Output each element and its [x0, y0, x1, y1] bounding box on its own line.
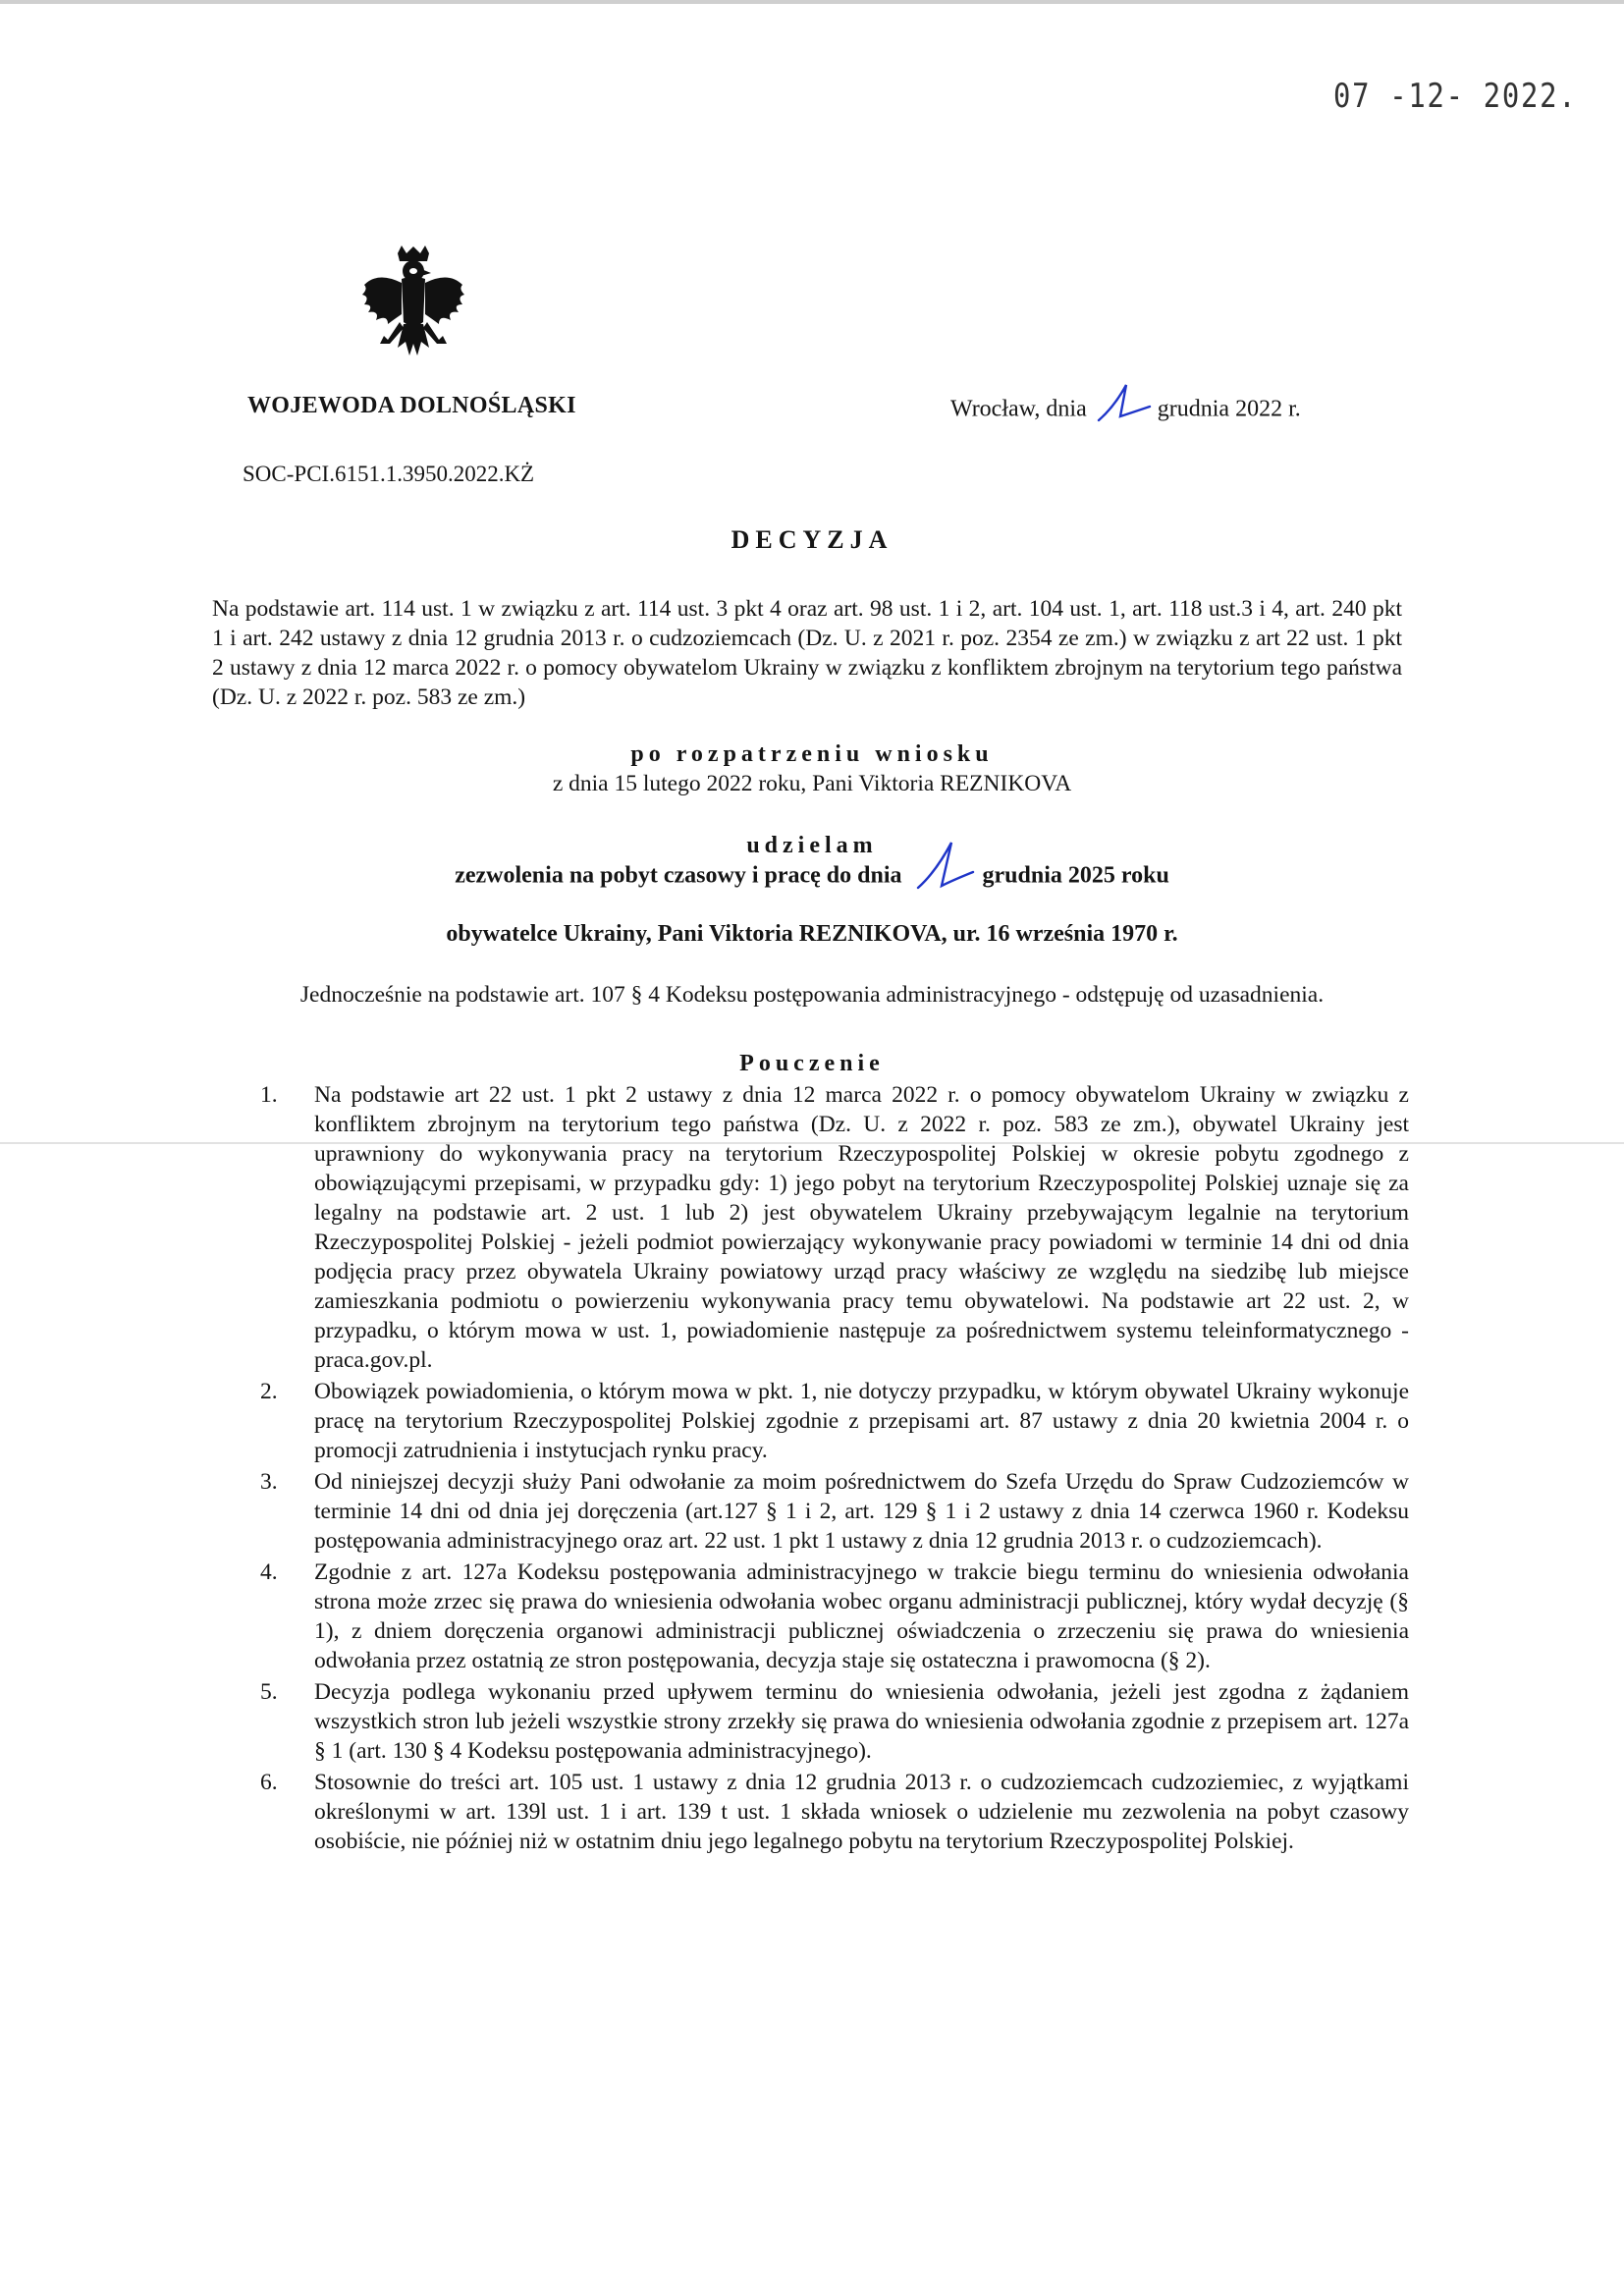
list-item-text: Stosownie do treści art. 105 ust. 1 ustawy z dnia 12 grudnia 2013 r. o cudzoziemcach cudzoziemiec, z wyjątkami określonymi w art. 139l ust. 1 i art. 139 t ust. 1 składa wniosek o udzielenie mu zezwolenia na pobyt czasowy osobiście, nie później niż w ostatnim dniu jego legalnego pobytu na terytorium Rzeczypospolitej Polskiej.: [314, 1770, 1409, 1854]
received-date-stamp: 07 -12- 2022.: [1333, 77, 1578, 116]
place-date-suffix: grudnia 2022 r.: [1157, 396, 1301, 422]
case-reference-number: SOC-PCI.6151.1.3950.2022.KŻ: [243, 462, 535, 486]
instructions-list: [255, 1080, 1409, 1858]
instructions-heading: Pouczenie: [739, 1051, 885, 1076]
list-item: [255, 1377, 1409, 1465]
polish-eagle-emblem-icon: [358, 246, 468, 373]
list-item-number: 5.: [260, 1679, 278, 1705]
permit-prefix: zezwolenia na pobyt czasowy i pracę do dnia: [455, 862, 902, 889]
list-item-number: 3.: [260, 1469, 278, 1495]
review-detail: z dnia 15 lutego 2022 roku, Pani Viktoria REZNIKOVA: [552, 771, 1072, 796]
review-heading: po rozpatrzeniu wniosku: [630, 741, 994, 767]
legal-basis-paragraph: Na podstawie art. 114 ust. 1 w związku z art. 114 ust. 3 pkt 4 oraz art. 98 ust. 1 i 2, art. 104 ust. 1, art. 118 ust.3 i 4, art. 240 pkt 1 i art. 242 ustawy z dnia 12 grudnia 2013 r. o cudzoziemcach (Dz. U. z 2021 r. poz. 2354 ze zm.) w związku z art 22 ust. 1 pkt 2 ustawy z dnia 12 marca 2022 r. o pomocy obywatelom Ukrainy w związku z konfliktem zbrojnym na terytorium tego państwa (Dz. U. z 2022 r. poz. 583 ze zm.): [212, 596, 1402, 710]
grant-heading: udzielam: [746, 833, 878, 858]
list-item-number: 6.: [260, 1770, 278, 1795]
list-item: [255, 1768, 1409, 1856]
permit-line: [0, 862, 1624, 892]
list-item-number: 4.: [260, 1559, 278, 1585]
list-item-number: 1.: [260, 1082, 278, 1108]
list-item: [255, 1677, 1409, 1766]
place-and-date: [950, 391, 1301, 430]
place-date-prefix: Wrocław, dnia: [950, 396, 1087, 422]
issuing-authority: WOJEWODA DOLNOŚLĄSKI: [247, 393, 576, 418]
handwritten-day-mark-2: [908, 862, 977, 892]
justification-waiver: Jednocześnie na podstawie art. 107 § 4 Kodeksu postępowania administracyjnego - odstępuję od uzasadnienia.: [299, 982, 1325, 1008]
list-item-text: Od niniejszej decyzji służy Pani odwołanie za moim pośrednictwem do Szefa Urzędu do Spraw Cudzoziemców w terminie 14 dni od dnia jej doręczenia (art.127 § 1 i 2, art. 129 § 1 i 2 ustawy z dnia 14 czerwca 1960 r. Kodeksu postępowania administracyjnego oraz art. 22 ust. 1 pkt 1 ustawy z dnia 12 grudnia 2013 r. o cudzoziemcach).: [314, 1469, 1409, 1554]
list-item-number: 2.: [260, 1379, 278, 1404]
list-item-text: Na podstawie art 22 ust. 1 pkt 2 ustawy z dnia 12 marca 2022 r. o pomocy obywatelom Ukrainy w związku z konfliktem zbrojnym na terytorium tego państwa (Dz. U. z 2022 r. poz. 583 ze zm.), obywatel Ukrainy jest uprawniony do wykonywania pracy na terytorium Rzeczypospolitej Polskiej w okresie pobytu zgodnego z obowiązującymi przepisami, w przypadku gdy: 1) jego pobyt na terytorium Rzeczypospolitej Polskiej uznaje się za legalny na podstawie art. 2 ust. 1 lub 2) jest obywatelem Ukrainy przebywającym legalnie na terytorium Rzeczypospolitej Polskiej - jeżeli podmiot powierzający wykonywanie pracy powiadomi w terminie 14 dni od dnia podjęcia pracy przez obywatela Ukrainy powiatowy urząd pracy właściwy ze względu na siedzibę lub miejsce zamieszkania podmiotu o powierzeniu wykonywania pracy temu obywatelowi. Na podstawie art 22 ust. 2, w przypadku, o którym mowa w ust. 1, powiadomienie następuje za pośrednictwem systemu teleinformatycznego - praca.gov.pl.: [314, 1082, 1409, 1373]
scan-top-edge: [0, 0, 1624, 4]
list-item: [255, 1080, 1409, 1375]
list-item-text: Decyzja podlega wykonaniu przed upływem terminu do wniesienia odwołania, jeżeli jest zgodna z żądaniem wszystkich stron lub jeżeli wszystkie strony zrzekły się prawa do wniesienia odwołania zgodnie z przepisem art. 127a § 1 (art. 130 § 4 Kodeksu postępowania administracyjnego).: [314, 1679, 1409, 1764]
list-item: [255, 1467, 1409, 1556]
list-item: [255, 1558, 1409, 1675]
list-item-text: Zgodnie z art. 127a Kodeksu postępowania administracyjnego w trakcie biegu terminu do wniesienia odwołania strona może zrzec się prawa do wniesienia odwołania wobec organu administracji publicznej, który wydał decyzję (§ 1), z dniem doręczenia organowi administracji publicznej oświadczenia o zrzeczeniu się prawa do wniesienia odwołania przez ostatnią ze stron postępowania, decyzja staje się ostateczna i prawomocna (§ 2).: [314, 1559, 1409, 1673]
document-title: DECYZJA: [731, 525, 893, 554]
list-item-text: Obowiązek powiadomienia, o którym mowa w pkt. 1, nie dotyczy przypadku, w którym obywatel Ukrainy wykonuje pracę na terytorium Rzeczypospolitej Polskiej zgodnie z przepisami art. 87 ustawy z dnia 20 kwietnia 2004 r. o promocji zatrudnienia i instytucjach rynku pracy.: [314, 1379, 1409, 1463]
permit-suffix: grudnia 2025 roku: [982, 862, 1169, 889]
recipient-line: obywatelce Ukrainy, Pani Viktoria REZNIKOVA, ur. 16 września 1970 r.: [446, 921, 1178, 947]
handwritten-day-mark: [1093, 391, 1152, 430]
